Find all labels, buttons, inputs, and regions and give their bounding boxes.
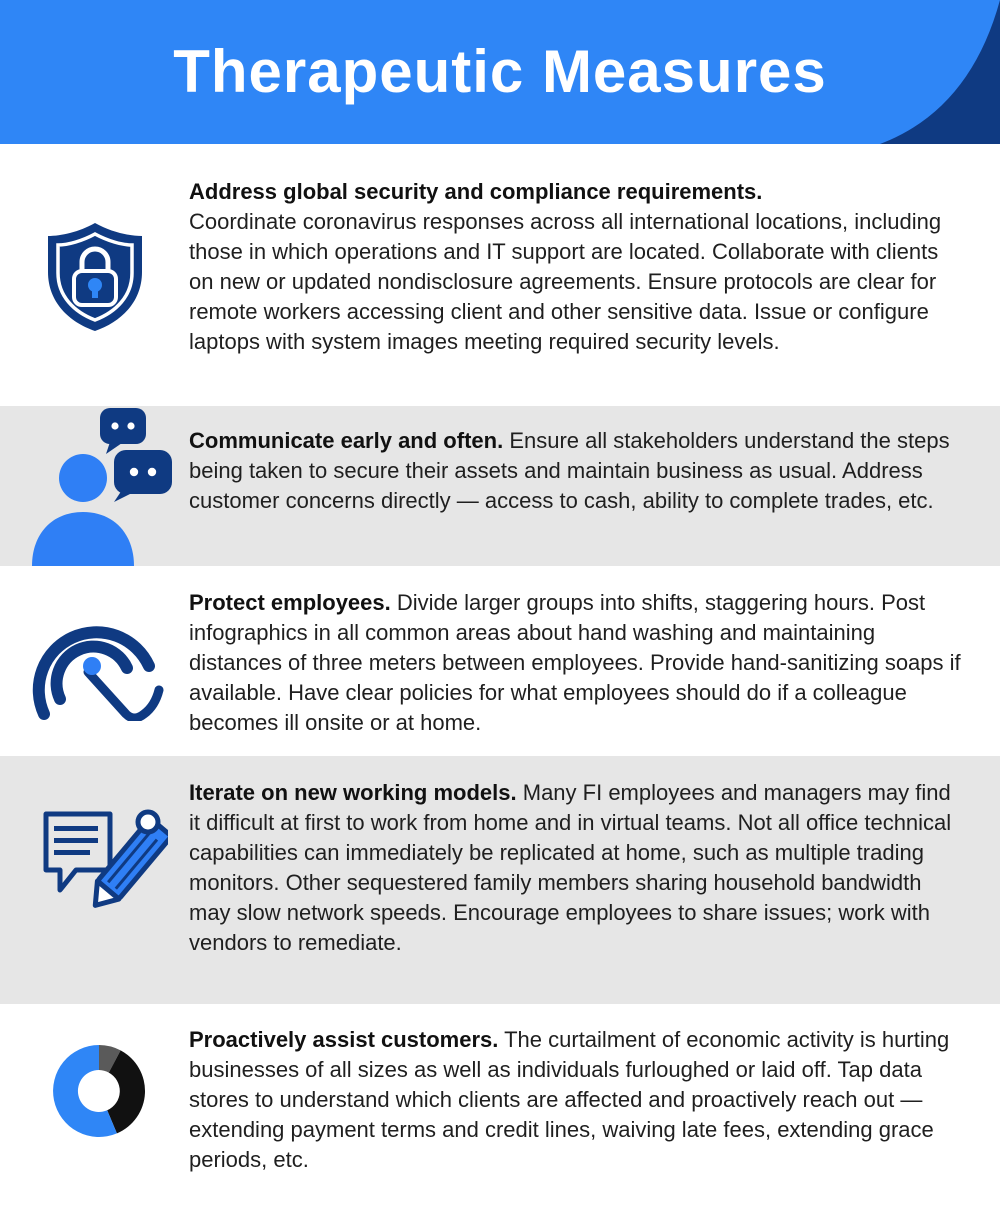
measure-body: Many FI employees and managers may find it difficult at first to work from home and in virtual teams. Not all office technical capabilities can immediately be replicated at home, such as multiple trading monitors. Other sequestered family members sharing household bandwidth may slow network speeds. Encourage employees to share issues; work with vendors to remediate. — [189, 780, 952, 955]
measure-body: Divide larger groups into shifts, staggering hours. Post infographics in all common areas about hand washing and maintaining distances of three meters between employees. Provide hand-sanitizing soaps if available. Have clear policies for what employees should do if a colleague becomes ill onsite or at home. — [189, 590, 961, 735]
measure-section-communicate — [0, 406, 1000, 566]
contactless-tap-icon — [22, 596, 167, 721]
measure-section-assist — [0, 1004, 1000, 1216]
measure-heading: Proactively assist customers. — [189, 1027, 499, 1052]
measure-text — [189, 177, 964, 357]
measure-body: The curtailment of economic activity is hurting businesses of all sizes as well as individuals furloughed or laid off. Tap data stores to understand which clients are affected and proactively reach out — extending payment terms and credit lines, waiving late fees, extending grace periods, etc. — [189, 1027, 950, 1172]
measure-text — [189, 778, 964, 958]
measure-section-protect — [0, 566, 1000, 756]
shield-lock-icon — [45, 220, 145, 334]
page-header — [0, 0, 1000, 144]
donut-chart-icon — [51, 1043, 147, 1139]
page-title: Therapeutic Measures — [173, 38, 827, 105]
measure-heading: Protect employees. — [189, 590, 391, 615]
document-pencil-icon — [38, 806, 168, 916]
measure-section-iterate — [0, 756, 1000, 1004]
measure-text — [189, 1025, 964, 1175]
measure-body: Ensure all stakeholders understand the steps being taken to secure their assets and maintain business as usual. Address customer concerns directly — access to cash, ability to complete trades, etc. — [189, 428, 950, 513]
measure-body: Coordinate coronavirus responses across all international locations, including those in which operations and IT support are located. Collaborate with clients on new or updated nondisclosure agreements. Ensure protocols are clear for remote workers accessing client and other sensitive data. Issue or configure laptops with system images meeting required security levels. — [189, 209, 942, 354]
measure-section-security — [0, 144, 1000, 406]
person-chat-icon — [30, 406, 180, 566]
measure-text — [189, 426, 964, 516]
measure-text — [189, 588, 964, 738]
measure-heading: Address global security and compliance requirements. — [189, 179, 763, 204]
measure-heading: Communicate early and often. — [189, 428, 504, 453]
measure-heading: Iterate on new working models. — [189, 780, 517, 805]
